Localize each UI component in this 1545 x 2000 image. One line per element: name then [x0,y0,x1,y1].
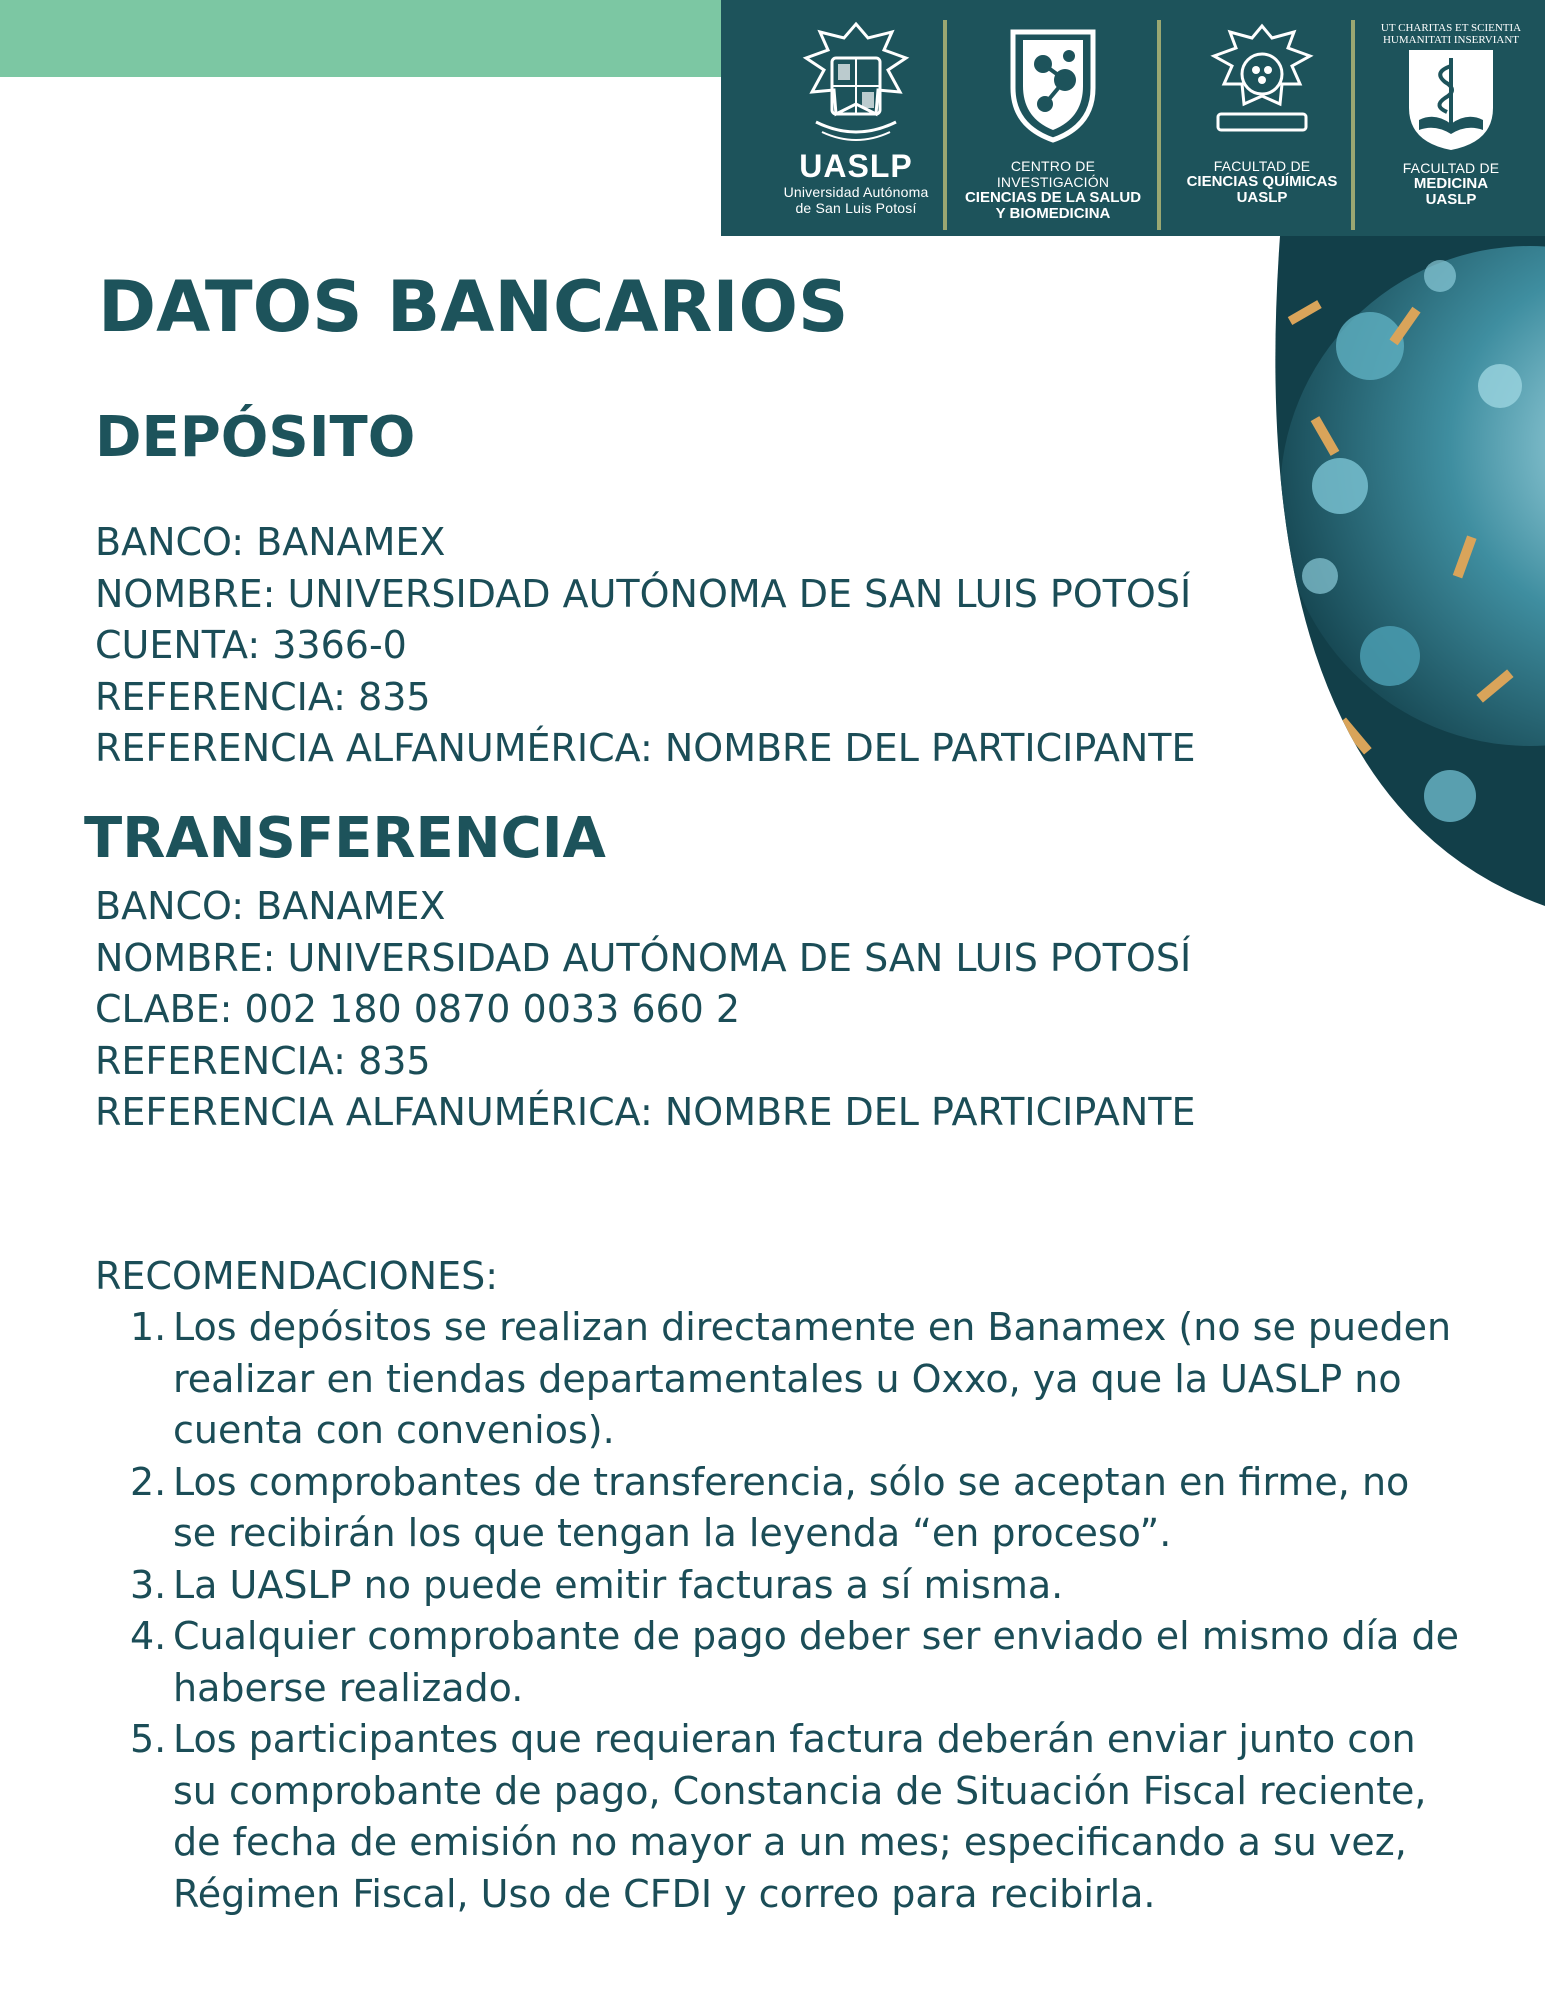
transferencia-details [95,881,1195,1139]
deposito-referencia: REFERENCIA: 835 [95,674,431,719]
transferencia-nombre: NOMBRE: UNIVERSIDAD AUTÓNOMA DE SAN LUIS POTOSÍ [95,935,1192,980]
list-item-line: Los participantes que requieran factura deberán enviar junto con [173,1717,1416,1761]
deposito-cuenta: CUENTA: 3366-0 [95,623,407,667]
uaslp-subtitle-2: de San Luis Potosí [795,200,917,216]
list-item-line: realizar en tiendas departamentales u Oxxo, ya que la UASLP no [173,1356,1402,1401]
medicina-line-1: FACULTAD DE [1402,160,1500,176]
transferencia-referencia: REFERENCIA: 835 [95,1038,431,1083]
list-item-number: 2. [130,1459,167,1504]
virus-illustration-icon [1200,236,1545,916]
uaslp-title: UASLP [799,148,913,184]
transferencia-banco: BANCO: BANAMEX [95,884,446,928]
fcq-logo [1167,18,1357,232]
logo-separator [943,20,947,230]
list-item [128,1714,1528,1920]
cicsab-logo [953,18,1153,232]
caduceus-book-icon [1401,46,1501,154]
list-item [128,1560,1528,1612]
list-item-line: Los depósitos se realizan directamente en Banamex (no se pueden [173,1305,1452,1349]
list-item [128,1611,1528,1714]
list-item-number: 4. [130,1614,167,1658]
fcq-line-3: UASLP [1236,189,1288,206]
deposito-nombre: NOMBRE: UNIVERSIDAD AUTÓNOMA DE SAN LUIS POTOSÍ [95,571,1192,616]
uaslp-subtitle-1: Universidad Autónoma [783,184,929,200]
list-item-line: La UASLP no puede emitir facturas a sí misma. [173,1562,1064,1607]
deposito-heading: DEPÓSITO [95,405,416,470]
uaslp-eagle-crest-icon [796,18,916,148]
fcq-line-2: CIENCIAS QUÍMICAS [1186,173,1338,190]
page-title: DATOS BANCARIOS [98,266,849,348]
list-item-line: se recibirán los que tengan la leyenda “en proceso”. [173,1511,1172,1555]
logo-separator [1157,20,1161,230]
cicsab-line-3: Y BIOMEDICINA [995,205,1111,222]
deposito-referencia-alfanumerica: REFERENCIA ALFANUMÉRICA: NOMBRE DEL PARTICIPANTE [95,726,1196,770]
transferencia-clabe: CLABE: 002 180 0870 0033 660 2 [95,987,741,1031]
list-item-line: haberse realizado. [173,1665,524,1710]
medicina-line-2: MEDICINA [1413,175,1489,192]
cicsab-line-2: CIENCIAS DE LA SALUD [964,189,1142,206]
fcq-line-1: FACULTAD DE [1213,158,1311,174]
fcq-eagle-crest-icon [1202,18,1322,148]
cicsab-line-1: CENTRO DE INVESTIGACIÓN [996,158,1110,190]
medicina-motto-1: UT CHARITAS ET SCIENTIA [1380,22,1522,34]
medicina-logo [1361,22,1541,236]
transferencia-heading: TRANSFERENCIA [84,806,606,871]
list-item-number: 3. [130,1562,167,1607]
recomendaciones-title: RECOMENDACIONES: [95,1254,499,1298]
list-item [128,1302,1528,1457]
list-item-line: Cualquier comprobante de pago deber ser enviado el mismo día de [173,1614,1460,1658]
header-logo-band [721,0,1545,236]
medicina-line-3: UASLP [1425,191,1477,208]
shield-molecule-icon [1003,18,1103,148]
top-accent-bar [0,0,722,77]
list-item-number: 1. [130,1305,167,1349]
logo-separator [1351,20,1355,230]
list-item-line: cuenta con convenios). [173,1408,615,1452]
medicina-motto-2: HUMANITATI INSERVIANT [1382,34,1520,46]
list-item-line: su comprobante de pago, Constancia de Situación Fiscal reciente, [173,1768,1427,1813]
recomendaciones-list [128,1302,1528,1920]
transferencia-referencia-alfanumerica: REFERENCIA ALFANUMÉRICA: NOMBRE DEL PARTICIPANTE [95,1090,1196,1134]
deposito-banco: BANCO: BANAMEX [95,520,446,564]
deposito-details [95,517,1195,775]
uaslp-logo [771,18,941,232]
list-item-line: de fecha de emisión no mayor a un mes; especificando a su vez, [173,1820,1407,1864]
list-item-number: 5. [130,1717,167,1761]
list-item-line: Los comprobantes de transferencia, sólo se aceptan en firme, no [173,1459,1410,1504]
list-item [128,1457,1528,1560]
list-item-line: Régimen Fiscal, Uso de CFDI y correo para recibirla. [173,1871,1156,1916]
